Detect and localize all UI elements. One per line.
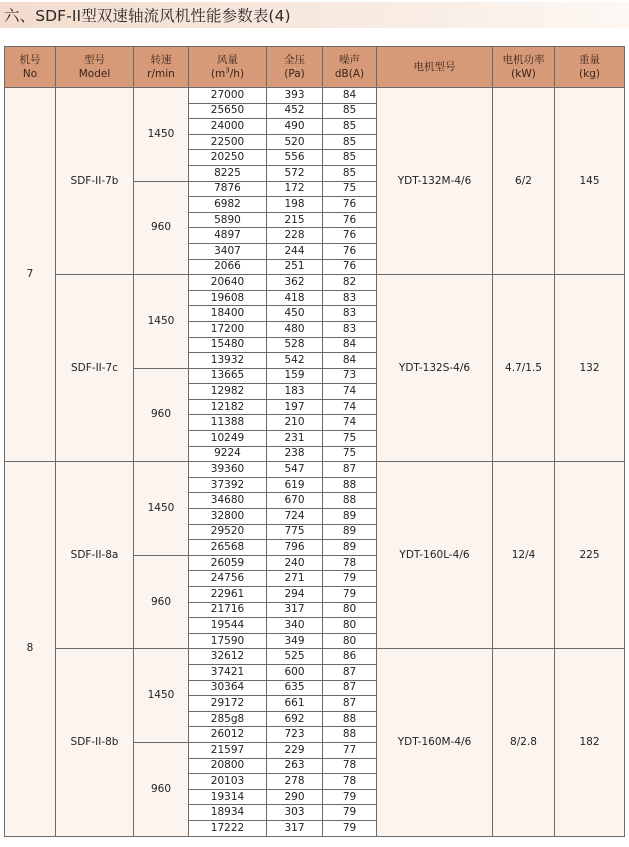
noise-cell: 84: [323, 88, 377, 104]
airflow-cell: 3407: [189, 243, 267, 259]
airflow-cell: 29520: [189, 524, 267, 540]
airflow-cell: 26012: [189, 727, 267, 743]
speed-cell: 1450: [134, 462, 189, 556]
weight-cell: 225: [555, 462, 625, 649]
airflow-cell: 13665: [189, 368, 267, 384]
power-cell: 12/4: [493, 462, 555, 649]
airflow-cell: 27000: [189, 88, 267, 104]
noise-cell: 83: [323, 321, 377, 337]
airflow-cell: 17200: [189, 321, 267, 337]
pressure-cell: 450: [267, 306, 323, 322]
noise-cell: 87: [323, 462, 377, 478]
airflow-cell: 26059: [189, 555, 267, 571]
noise-cell: 74: [323, 399, 377, 415]
noise-cell: 77: [323, 742, 377, 758]
noise-cell: 89: [323, 524, 377, 540]
pressure-cell: 263: [267, 758, 323, 774]
airflow-cell: 21597: [189, 742, 267, 758]
power-cell: 4.7/1.5: [493, 275, 555, 462]
airflow-cell: 18400: [189, 306, 267, 322]
machine-no-cell: 7: [5, 88, 56, 462]
power-cell: 8/2.8: [493, 649, 555, 836]
pressure-cell: 393: [267, 88, 323, 104]
pressure-cell: 290: [267, 789, 323, 805]
noise-cell: 79: [323, 571, 377, 587]
table-row: [5, 88, 625, 104]
airflow-cell: 37421: [189, 664, 267, 680]
airflow-cell: 37392: [189, 477, 267, 493]
pressure-cell: 317: [267, 820, 323, 836]
table-row: [5, 275, 625, 291]
performance-table: [4, 46, 625, 837]
airflow-cell: 19544: [189, 618, 267, 634]
noise-cell: 85: [323, 134, 377, 150]
motor-cell: YDT-132M-4/6: [377, 88, 493, 275]
airflow-cell: 8225: [189, 165, 267, 181]
noise-cell: 76: [323, 197, 377, 213]
pressure-cell: 661: [267, 696, 323, 712]
pressure-cell: 278: [267, 774, 323, 790]
header-weight: 重量 (kg): [555, 47, 625, 88]
noise-cell: 87: [323, 680, 377, 696]
pressure-cell: 528: [267, 337, 323, 353]
speed-cell: 960: [134, 555, 189, 649]
noise-cell: 82: [323, 275, 377, 291]
airflow-cell: 11388: [189, 415, 267, 431]
noise-cell: 88: [323, 493, 377, 509]
pressure-cell: 619: [267, 477, 323, 493]
airflow-cell: 2066: [189, 259, 267, 275]
pressure-cell: 210: [267, 415, 323, 431]
pressure-cell: 600: [267, 664, 323, 680]
pressure-cell: 251: [267, 259, 323, 275]
airflow-cell: 19314: [189, 789, 267, 805]
pressure-cell: 183: [267, 384, 323, 400]
pressure-cell: 198: [267, 197, 323, 213]
airflow-cell: 20103: [189, 774, 267, 790]
model-cell: SDF-II-7c: [56, 275, 134, 462]
noise-cell: 84: [323, 337, 377, 353]
weight-cell: 145: [555, 88, 625, 275]
pressure-cell: 670: [267, 493, 323, 509]
airflow-cell: 12982: [189, 384, 267, 400]
noise-cell: 78: [323, 555, 377, 571]
airflow-cell: 4897: [189, 228, 267, 244]
header-model: 型号 Model: [56, 47, 134, 88]
pressure-cell: 228: [267, 228, 323, 244]
pressure-cell: 215: [267, 212, 323, 228]
airflow-cell: 19608: [189, 290, 267, 306]
noise-cell: 76: [323, 259, 377, 275]
table-row: [5, 462, 625, 478]
noise-cell: 89: [323, 509, 377, 525]
noise-cell: 85: [323, 119, 377, 135]
pressure-cell: 231: [267, 431, 323, 447]
noise-cell: 87: [323, 696, 377, 712]
airflow-cell: 13932: [189, 353, 267, 369]
weight-cell: 132: [555, 275, 625, 462]
noise-cell: 79: [323, 587, 377, 603]
model-cell: SDF-II-8b: [56, 649, 134, 836]
noise-cell: 85: [323, 103, 377, 119]
pressure-cell: 452: [267, 103, 323, 119]
airflow-cell: 39360: [189, 462, 267, 478]
speed-cell: 960: [134, 742, 189, 836]
noise-cell: 85: [323, 165, 377, 181]
airflow-cell: 25650: [189, 103, 267, 119]
airflow-cell: 20640: [189, 275, 267, 291]
speed-cell: 960: [134, 181, 189, 275]
airflow-cell: 32800: [189, 509, 267, 525]
noise-cell: 78: [323, 758, 377, 774]
noise-cell: 78: [323, 774, 377, 790]
page-title: 六、SDF-II型双速轴流风机性能参数表(4): [4, 7, 291, 25]
noise-cell: 80: [323, 618, 377, 634]
pressure-cell: 692: [267, 711, 323, 727]
noise-cell: 83: [323, 290, 377, 306]
airflow-cell: 26568: [189, 540, 267, 556]
airflow-cell: 12182: [189, 399, 267, 415]
pressure-cell: 317: [267, 602, 323, 618]
pressure-cell: 418: [267, 290, 323, 306]
airflow-cell: 6982: [189, 197, 267, 213]
pressure-cell: 572: [267, 165, 323, 181]
pressure-cell: 244: [267, 243, 323, 259]
pressure-cell: 525: [267, 649, 323, 665]
noise-cell: 79: [323, 789, 377, 805]
motor-cell: YDT-160M-4/6: [377, 649, 493, 836]
header-row: [5, 47, 625, 88]
airflow-cell: 18934: [189, 805, 267, 821]
airflow-cell: 20800: [189, 758, 267, 774]
noise-cell: 76: [323, 212, 377, 228]
pressure-cell: 362: [267, 275, 323, 291]
noise-cell: 75: [323, 181, 377, 197]
model-cell: SDF-II-8a: [56, 462, 134, 649]
speed-cell: 1450: [134, 275, 189, 369]
airflow-cell: 10249: [189, 431, 267, 447]
pressure-cell: 723: [267, 727, 323, 743]
machine-no-cell: 8: [5, 462, 56, 836]
pressure-cell: 542: [267, 353, 323, 369]
airflow-cell: 32612: [189, 649, 267, 665]
pressure-cell: 240: [267, 555, 323, 571]
noise-cell: 76: [323, 243, 377, 259]
noise-cell: 83: [323, 306, 377, 322]
noise-cell: 75: [323, 431, 377, 447]
noise-cell: 73: [323, 368, 377, 384]
airflow-cell: 24756: [189, 571, 267, 587]
airflow-cell: 17590: [189, 633, 267, 649]
speed-cell: 1450: [134, 649, 189, 743]
noise-cell: 74: [323, 415, 377, 431]
noise-cell: 76: [323, 228, 377, 244]
pressure-cell: 775: [267, 524, 323, 540]
pressure-cell: 159: [267, 368, 323, 384]
noise-cell: 88: [323, 477, 377, 493]
noise-cell: 74: [323, 384, 377, 400]
speed-cell: 960: [134, 368, 189, 462]
header-airflow: 风量 $(m^3/h)$: [189, 47, 267, 88]
pressure-cell: 172: [267, 181, 323, 197]
pressure-cell: 490: [267, 119, 323, 135]
pressure-cell: 349: [267, 633, 323, 649]
pressure-cell: 796: [267, 540, 323, 556]
airflow-cell: 15480: [189, 337, 267, 353]
table-row: [5, 649, 625, 665]
pressure-cell: 547: [267, 462, 323, 478]
speed-cell: 1450: [134, 88, 189, 182]
header-power: 电机功率 (kW): [493, 47, 555, 88]
pressure-cell: 303: [267, 805, 323, 821]
noise-cell: 79: [323, 820, 377, 836]
header-pressure: 全压 (Pa): [267, 47, 323, 88]
header-noise: 噪声 dB(A): [323, 47, 377, 88]
noise-cell: 88: [323, 711, 377, 727]
header-no: 机号 No: [5, 47, 56, 88]
airflow-cell: 5890: [189, 212, 267, 228]
noise-cell: 75: [323, 446, 377, 462]
pressure-cell: 238: [267, 446, 323, 462]
airflow-cell: 29172: [189, 696, 267, 712]
airflow-cell: 22961: [189, 587, 267, 603]
noise-cell: 80: [323, 633, 377, 649]
noise-cell: 86: [323, 649, 377, 665]
motor-cell: YDT-160L-4/6: [377, 462, 493, 649]
pressure-cell: 340: [267, 618, 323, 634]
noise-cell: 84: [323, 353, 377, 369]
header-motor: 电机型号: [377, 47, 493, 88]
noise-cell: 80: [323, 602, 377, 618]
airflow-cell: 24000: [189, 119, 267, 135]
noise-cell: 85: [323, 150, 377, 166]
pressure-cell: 556: [267, 150, 323, 166]
pressure-cell: 520: [267, 134, 323, 150]
noise-cell: 79: [323, 805, 377, 821]
noise-cell: 87: [323, 664, 377, 680]
model-cell: SDF-II-7b: [56, 88, 134, 275]
airflow-cell: 30364: [189, 680, 267, 696]
pressure-cell: 724: [267, 509, 323, 525]
airflow-cell: 34680: [189, 493, 267, 509]
airflow-cell: 21716: [189, 602, 267, 618]
pressure-cell: 271: [267, 571, 323, 587]
noise-cell: 88: [323, 727, 377, 743]
noise-cell: 89: [323, 540, 377, 556]
airflow-cell: 285g8: [189, 711, 267, 727]
weight-cell: 182: [555, 649, 625, 836]
pressure-cell: 197: [267, 399, 323, 415]
motor-cell: YDT-132S-4/6: [377, 275, 493, 462]
pressure-cell: 229: [267, 742, 323, 758]
pressure-cell: 480: [267, 321, 323, 337]
airflow-cell: 20250: [189, 150, 267, 166]
pressure-cell: 635: [267, 680, 323, 696]
airflow-cell: 9224: [189, 446, 267, 462]
power-cell: 6/2: [493, 88, 555, 275]
pressure-cell: 294: [267, 587, 323, 603]
airflow-cell: 22500: [189, 134, 267, 150]
airflow-cell: 17222: [189, 820, 267, 836]
airflow-cell: 7876: [189, 181, 267, 197]
header-speed: 转速 r/min: [134, 47, 189, 88]
